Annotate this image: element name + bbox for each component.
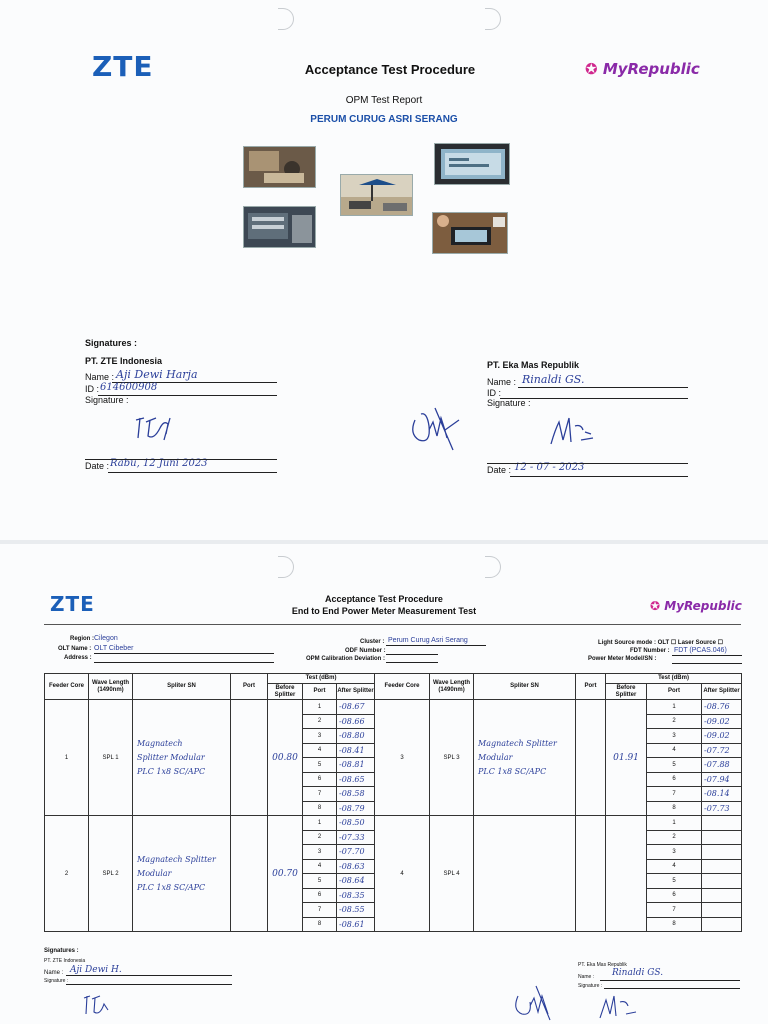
zte-date-value: Rabu, 12 Juni 2023 — [110, 458, 208, 469]
zte-date-line — [108, 472, 277, 473]
site-photo-2 — [340, 174, 413, 216]
p2-signatures-label: Signatures : — [44, 948, 79, 954]
port-number-cell: 7 — [647, 903, 702, 918]
after-splitter-cell: -08.41 — [337, 743, 375, 758]
after-splitter-cell: -08.55 — [337, 903, 375, 918]
after-splitter-cell: -08.65 — [337, 772, 375, 787]
myrepublic-star-icon: ✪ — [650, 599, 661, 613]
col-before-splitter-2: Before Splitter — [606, 684, 647, 700]
port-number-cell: 5 — [303, 758, 337, 773]
after-splitter-cell: -07.33 — [337, 830, 375, 845]
p2-emr-name-label: Name : — [578, 974, 595, 980]
port-number-cell: 6 — [647, 772, 702, 787]
emr-name-line — [518, 387, 688, 388]
spliter-sn-line: PLC 1x8 SC/APC — [478, 766, 547, 776]
port-number-cell: 7 — [647, 787, 702, 802]
power-meter-line — [672, 663, 742, 664]
measurement-table — [44, 673, 742, 932]
page-2-measurement — [0, 544, 768, 1024]
emr-date-value: 12 - 07 - 2023 — [514, 462, 585, 473]
port-number-cell: 8 — [647, 801, 702, 816]
port-number-cell: 8 — [647, 917, 702, 932]
port-number-cell: 2 — [647, 830, 702, 845]
port-number-cell: 4 — [303, 859, 337, 874]
feeder-core-cell: 4 — [375, 816, 430, 932]
p2-emr-signature-line — [604, 988, 740, 989]
col-after-splitter-2: After Splitter — [702, 684, 742, 700]
col-test-dbm-2: Test (dBm) — [606, 674, 742, 684]
zte-signature-label: Signature : — [85, 395, 129, 405]
p2-zte-company: PT. ZTE Indonesia — [44, 958, 86, 964]
zte-id-label: ID : — [85, 384, 100, 394]
port-number-cell: 2 — [303, 830, 337, 845]
after-splitter-cell: -07.70 — [337, 845, 375, 860]
after-splitter-cell: -08.79 — [337, 801, 375, 816]
region-value: Cilegon — [94, 635, 118, 642]
spliter-sn-cell — [133, 700, 231, 816]
p2-emr-name-value: Rinaldi GS. — [612, 968, 664, 978]
splitter-id-cell: SPL 4 — [430, 816, 474, 932]
after-splitter-cell: -08.63 — [337, 859, 375, 874]
port-number-cell: 5 — [303, 874, 337, 889]
site-name: PERUM CURUG ASRI SERANG — [310, 114, 458, 125]
port-number-cell: 5 — [647, 874, 702, 889]
punch-hole — [278, 556, 294, 578]
odf-label: ODF Number : — [345, 648, 386, 654]
opm-line — [386, 662, 438, 663]
emr-date-label: Date : — [487, 465, 512, 475]
opm-label: OPM Calibration Deviation : — [306, 656, 386, 662]
spliter-sn-line: Magnatech — [137, 738, 183, 748]
col-feeder-core: Feeder Core — [45, 674, 89, 700]
after-splitter-cell: -09.02 — [702, 729, 742, 744]
after-splitter-cell: -07.88 — [702, 758, 742, 773]
zte-signature — [130, 410, 178, 444]
emr-signature-label: Signature : — [487, 398, 531, 408]
p2-zte-name-line — [66, 975, 232, 976]
after-splitter-cell: -08.50 — [337, 816, 375, 831]
port-number-cell: 7 — [303, 903, 337, 918]
fdt-value: FDT (PCAS.046) — [674, 647, 727, 654]
zte-logo: ZTE — [92, 50, 154, 83]
before-splitter-cell: 01.91 — [606, 700, 647, 816]
zte-date-label: Date : — [85, 461, 110, 471]
emr-date-top-line — [487, 463, 688, 464]
spliter-sn-line: PLC 1x8 SC/APC — [137, 882, 206, 892]
after-splitter-cell: -08.58 — [337, 787, 375, 802]
zte-name-value: Aji Dewi Harja — [116, 368, 198, 381]
col-port-2: Port — [576, 674, 606, 700]
after-splitter-cell: -08.61 — [337, 917, 375, 932]
zte-id-value: 614600908 — [100, 382, 158, 393]
port-number-cell: 6 — [303, 772, 337, 787]
splitter-id-cell: SPL 3 — [430, 700, 474, 816]
after-splitter-cell: -08.64 — [337, 874, 375, 889]
port-cell — [231, 700, 268, 816]
col-before-splitter: Before Splitter — [268, 684, 303, 700]
odf-line — [386, 654, 438, 655]
col-port-sub: Port — [303, 684, 337, 700]
page2-title: Acceptance Test Procedure — [325, 594, 443, 604]
after-splitter-cell — [702, 917, 742, 932]
olt-value: OLT Cibeber — [94, 645, 134, 652]
col-test-dbm: Test (dBm) — [268, 674, 375, 684]
after-splitter-cell: -08.76 — [702, 700, 742, 715]
after-splitter-cell — [702, 888, 742, 903]
port-number-cell: 4 — [303, 743, 337, 758]
zte-company: PT. ZTE Indonesia — [85, 356, 163, 366]
port-cell — [231, 816, 268, 932]
emr-company: PT. Eka Mas Republik — [487, 360, 580, 370]
address-line — [94, 662, 274, 663]
port-number-cell: 8 — [303, 801, 337, 816]
port-number-cell: 6 — [647, 888, 702, 903]
col-port: Port — [231, 674, 268, 700]
power-meter-label: Power Meter Model/SN : — [588, 656, 657, 662]
fdt-label: FDT Number : — [630, 648, 670, 654]
before-splitter-cell — [606, 816, 647, 932]
port-number-cell: 5 — [647, 758, 702, 773]
spliter-sn-line: PLC 1x8 SC/APC — [137, 766, 206, 776]
feeder-core-cell: 2 — [45, 816, 89, 932]
zte-date-top-line — [85, 459, 277, 460]
myrepublic-logo-text: MyRepublic — [602, 60, 700, 78]
port-number-cell: 1 — [647, 700, 702, 715]
after-splitter-cell: -07.94 — [702, 772, 742, 787]
emr-date-line — [510, 476, 688, 477]
feeder-core-cell: 3 — [375, 700, 430, 816]
port-number-cell: 6 — [303, 888, 337, 903]
col-wave-length: Wave Length (1490nm) — [89, 674, 133, 700]
spliter-sn-line: Magnatech Splitter Modular — [137, 854, 216, 878]
site-photo-4 — [243, 206, 316, 248]
before-splitter-cell: 00.80 — [268, 700, 303, 816]
fdt-line — [672, 655, 742, 656]
after-splitter-cell — [702, 874, 742, 889]
port-number-cell: 4 — [647, 859, 702, 874]
spliter-sn-cell — [474, 700, 576, 816]
spliter-sn-cell — [474, 816, 576, 932]
site-photo-3 — [434, 143, 510, 185]
port-number-cell: 4 — [647, 743, 702, 758]
emr-name-label: Name : — [487, 377, 517, 387]
splitter-id-cell: SPL 2 — [89, 816, 133, 932]
p2-zte-name-label: Name : — [44, 970, 64, 976]
site-photo-5 — [432, 212, 508, 254]
signatures-label: Signatures : — [85, 338, 138, 348]
myrepublic-star-icon: ✪ — [585, 60, 598, 78]
light-source-label: Light Source mode : OLT ☐ Laser Source ☐ — [598, 640, 723, 646]
port-number-cell: 2 — [647, 714, 702, 729]
after-splitter-cell — [702, 816, 742, 831]
port-cell — [576, 816, 606, 932]
p2-witness-signature — [510, 982, 556, 1022]
after-splitter-cell: -08.66 — [337, 714, 375, 729]
col-port-sub-2: Port — [647, 684, 702, 700]
port-number-cell: 3 — [303, 729, 337, 744]
region-label: Region : — [70, 636, 94, 642]
col-spliter-sn: Spliter SN — [133, 674, 231, 700]
address-label: Address : — [64, 655, 92, 661]
cluster-value: Perum Curug Asri Serang — [388, 637, 468, 644]
col-spliter-sn-2: Spliter SN — [474, 674, 576, 700]
zte-name-label: Name : — [85, 372, 115, 382]
before-splitter-cell: 00.70 — [268, 816, 303, 932]
after-splitter-cell — [702, 830, 742, 845]
col-after-splitter: After Splitter — [337, 684, 375, 700]
page-title: Acceptance Test Procedure — [304, 62, 476, 77]
port-number-cell: 3 — [647, 845, 702, 860]
p2-zte-signature-line — [66, 984, 232, 985]
after-splitter-cell: -08.80 — [337, 729, 375, 744]
olt-label: OLT Name : — [58, 646, 92, 652]
splitter-id-cell: SPL 1 — [89, 700, 133, 816]
p2-emr-company: PT. Eka Mas Republik — [578, 962, 627, 968]
cluster-line — [386, 645, 486, 646]
punch-hole — [485, 8, 501, 30]
spliter-sn-cell — [133, 816, 231, 932]
witness-signature — [405, 400, 465, 458]
table-row — [45, 816, 742, 831]
header-rule — [44, 624, 741, 625]
after-splitter-cell: -08.67 — [337, 700, 375, 715]
port-cell — [576, 700, 606, 816]
p2-emr-signature — [596, 990, 642, 1022]
emr-id-label: ID : — [487, 388, 502, 398]
emr-name-value: Rinaldi GS. — [522, 373, 585, 386]
after-splitter-cell — [702, 859, 742, 874]
myrepublic-logo-text: MyRepublic — [664, 599, 742, 613]
col-feeder-core-2: Feeder Core — [375, 674, 430, 700]
olt-line — [94, 653, 274, 654]
after-splitter-cell: -08.81 — [337, 758, 375, 773]
port-number-cell: 3 — [303, 845, 337, 860]
spliter-sn-line: Splitter Modular — [137, 752, 205, 762]
port-number-cell: 7 — [303, 787, 337, 802]
punch-hole — [278, 8, 294, 30]
p2-zte-name-value: Aji Dewi H. — [70, 965, 122, 975]
after-splitter-cell — [702, 903, 742, 918]
port-number-cell: 8 — [303, 917, 337, 932]
cluster-label: Cluster : — [360, 639, 385, 645]
zte-logo-p2: ZTE — [50, 592, 95, 616]
punch-hole — [485, 556, 501, 578]
after-splitter-cell: -08.14 — [702, 787, 742, 802]
emr-signature — [545, 410, 605, 450]
col-wave-length-2: Wave Length (1490nm) — [430, 674, 474, 700]
after-splitter-cell: -07.73 — [702, 801, 742, 816]
port-number-cell: 3 — [647, 729, 702, 744]
port-number-cell: 1 — [303, 700, 337, 715]
table-body — [45, 700, 742, 932]
after-splitter-cell: -09.02 — [702, 714, 742, 729]
port-number-cell: 1 — [303, 816, 337, 831]
table-row — [45, 700, 742, 715]
site-photo-1 — [243, 146, 316, 188]
p2-zte-signature — [80, 990, 114, 1020]
report-subtitle: OPM Test Report — [345, 95, 423, 106]
after-splitter-cell: -08.35 — [337, 888, 375, 903]
after-splitter-cell: -07.72 — [702, 743, 742, 758]
port-number-cell: 2 — [303, 714, 337, 729]
port-number-cell: 1 — [647, 816, 702, 831]
p2-zte-signature-label: Signature : — [44, 978, 69, 984]
feeder-core-cell: 1 — [45, 700, 89, 816]
after-splitter-cell — [702, 845, 742, 860]
spliter-sn-line: Magnatech Splitter Modular — [478, 738, 557, 762]
page2-subtitle: End to End Power Meter Measurement Test — [291, 606, 477, 616]
p2-emr-name-line — [600, 980, 740, 981]
p2-emr-signature-label: Signature : — [578, 983, 603, 989]
